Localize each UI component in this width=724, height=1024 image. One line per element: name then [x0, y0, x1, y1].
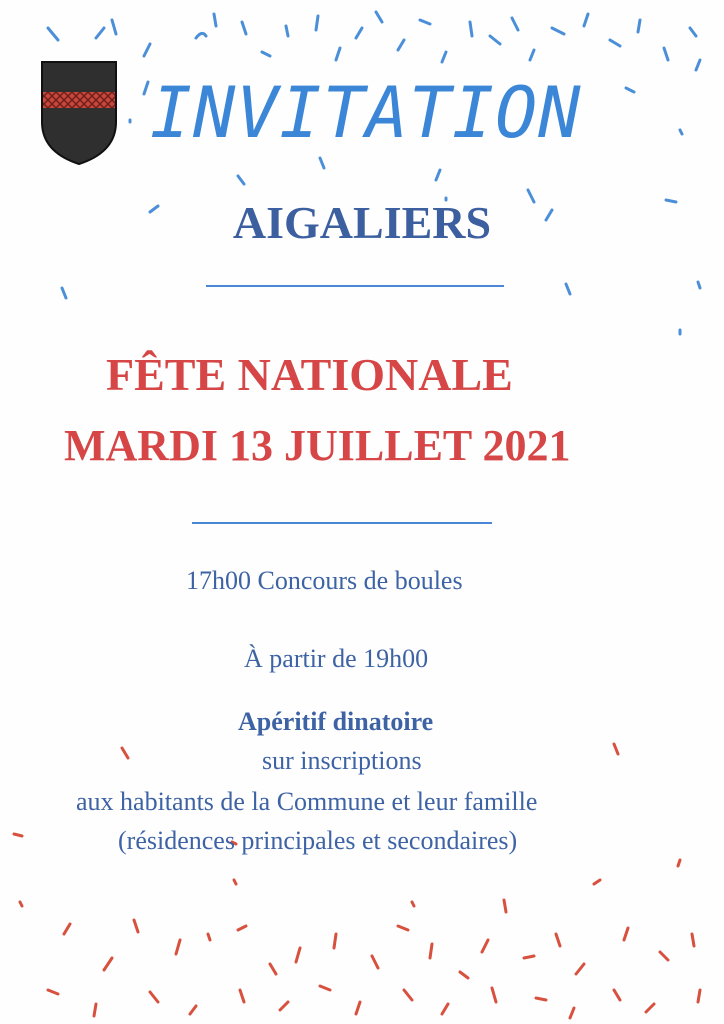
bottom-divider — [192, 522, 492, 524]
village-name: AIGALIERS — [232, 197, 492, 248]
invitation-heading: INVITATION — [150, 72, 582, 154]
event-date: MARDI 13 JUILLET 2021 — [64, 421, 571, 470]
top-divider — [206, 285, 504, 287]
boules-line: 17h00 Concours de boules — [186, 566, 463, 595]
registration-line: sur inscriptions — [262, 746, 422, 775]
audience-line: aux habitants de la Commune et leur famille — [76, 787, 538, 816]
event-title: FÊTE NATIONALE — [106, 349, 513, 400]
residences-line: (résidences principales et secondaires) — [118, 826, 518, 855]
coat-of-arms-icon — [40, 60, 118, 166]
from-time-line: À partir de 19h00 — [244, 644, 429, 673]
aperitif-line: Apéritif dinatoire — [238, 707, 434, 736]
